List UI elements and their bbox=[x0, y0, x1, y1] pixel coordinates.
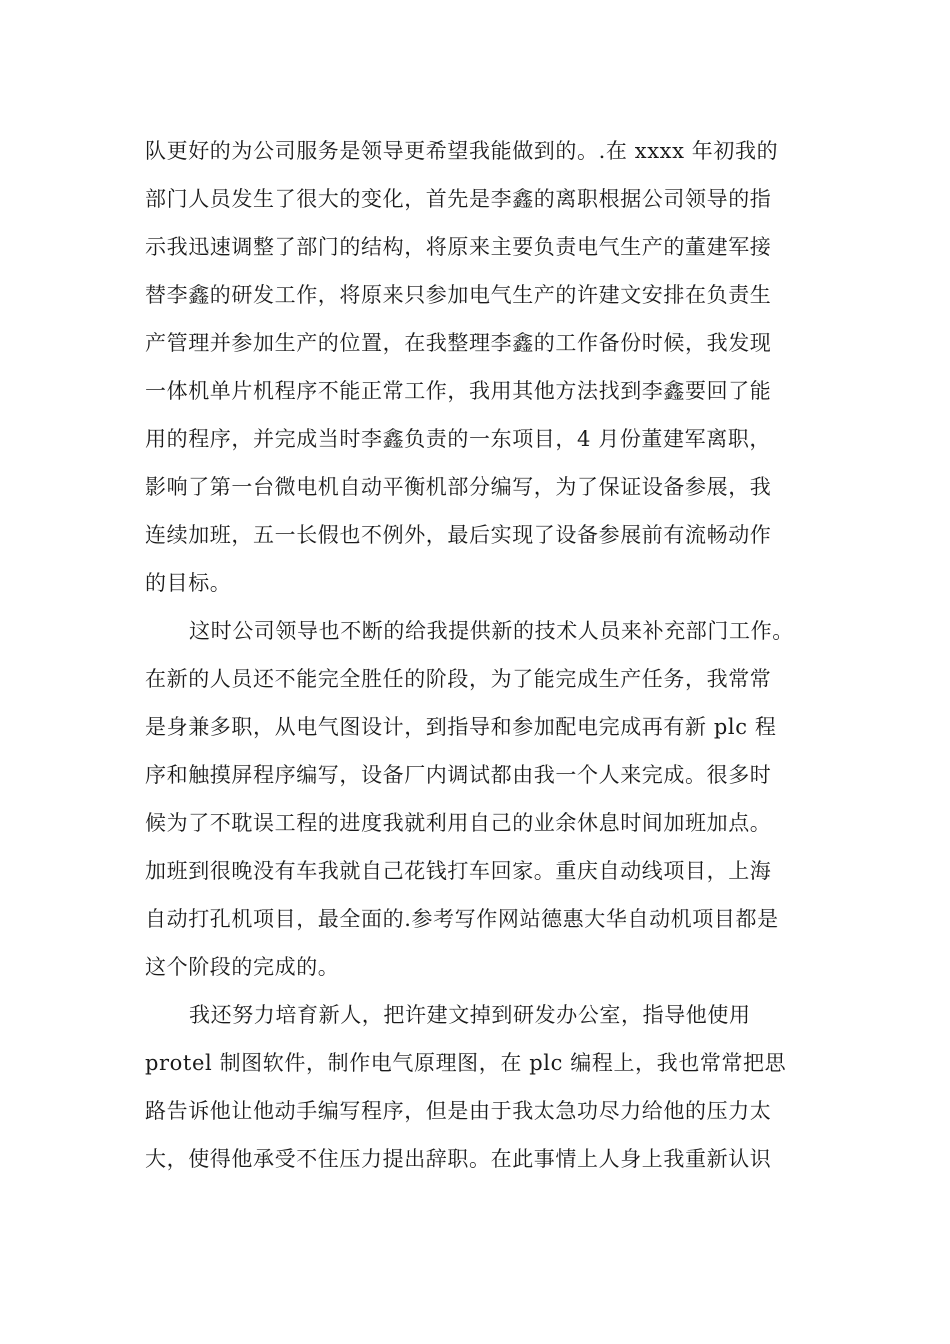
paragraph-start-line: 我还努力培育新人，把许建文掉到研发办公室，指导他使用 bbox=[189, 1003, 751, 1027]
text-line: 序和触摸屏程序编写，设备厂内调试都由我一个人来完成。很多时 bbox=[145, 763, 772, 787]
body-text bbox=[145, 132, 815, 1188]
text-line: 大，使得他承受不住压力提出辞职。在此事情上人身上我重新认识 bbox=[145, 1147, 772, 1171]
text-line: 候为了不耽误工程的进度我就利用自己的业余休息时间加班加点。 bbox=[145, 811, 772, 835]
text-line: 替李鑫的研发工作，将原来只参加电气生产的许建文安排在负责生 bbox=[145, 283, 772, 307]
text-line: 一体机单片机程序不能正常工作，我用其他方法找到李鑫要回了能 bbox=[145, 379, 772, 403]
text-line: 加班到很晚没有车我就自己花钱打车回家。重庆自动线项目，上海 bbox=[145, 859, 772, 883]
text-line: 部门人员发生了很大的变化，首先是李鑫的离职根据公司领导的指 bbox=[145, 187, 772, 211]
text-line: protel 制图软件，制作电气原理图，在 plc 编程上，我也常常把思 bbox=[145, 1051, 787, 1075]
text-line: 影响了第一台微电机自动平衡机部分编写，为了保证设备参展，我 bbox=[145, 475, 772, 499]
text-line: 连续加班，五一长假也不例外，最后实现了设备参展前有流畅动作 bbox=[145, 523, 772, 547]
text-line: 是身兼多职，从电气图设计，到指导和参加配电完成再有新 plc 程 bbox=[145, 715, 777, 739]
text-line: 产管理并参加生产的位置，在我整理李鑫的工作备份时候，我发现 bbox=[145, 331, 772, 355]
text-line: 的目标。 bbox=[145, 571, 232, 595]
text-line: 路告诉他让他动手编写程序，但是由于我太急功尽力给他的压力太 bbox=[145, 1099, 772, 1123]
text-line: 示我迅速调整了部门的结构，将原来主要负责电气生产的董建军接 bbox=[145, 235, 772, 259]
text-line: 这个阶段的完成的。 bbox=[145, 955, 340, 979]
text-line: 队更好的为公司服务是领导更希望我能做到的。.在 xxxx 年初我的 bbox=[145, 139, 779, 163]
paragraph-start-line: 这时公司领导也不断的给我提供新的技术人员来补充部门工作。 bbox=[189, 619, 794, 643]
text-line: 在新的人员还不能完全胜任的阶段，为了能完成生产任务，我常常 bbox=[145, 667, 772, 691]
text-line: 用的程序，并完成当时李鑫负责的一东项目，4 月份董建军离职， bbox=[145, 427, 772, 451]
text-line: 自动打孔机项目，最全面的.参考写作网站德惠大华自动机项目都是 bbox=[145, 907, 779, 931]
